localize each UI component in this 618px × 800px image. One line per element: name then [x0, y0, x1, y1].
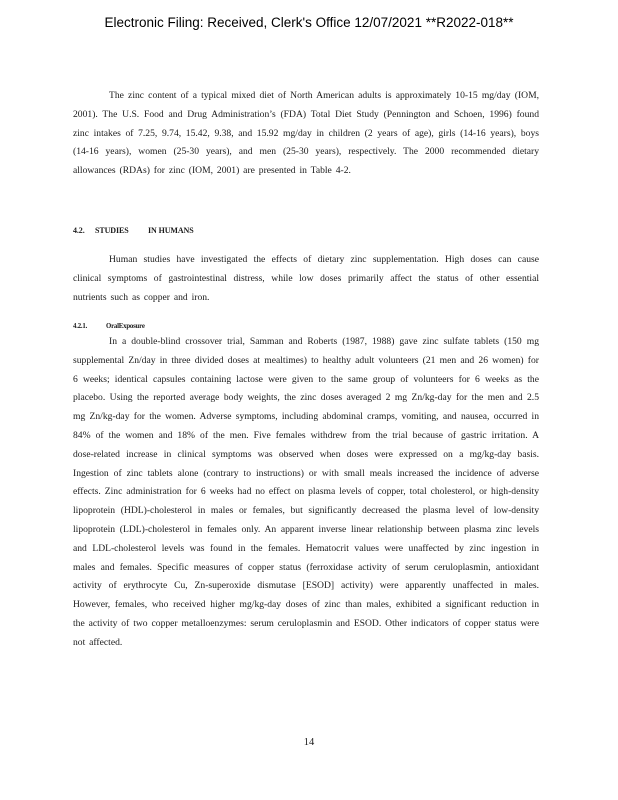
subsection-heading	[73, 323, 145, 330]
page-number: 14	[303, 737, 315, 748]
section-number: 4.2.	[73, 226, 85, 235]
paragraph-dietary-zinc: The zinc content of a typical mixed diet of North American adults is approximately 10-15 mg/day (IOM, 2001). The U.S. Food and Drug Administration’s (FDA) Total Diet Study (Pennington and Schoen, 1996) found zinc intakes of 7.25, 9.74, 15.42, 9.38, and 15.92 mg/day in children (2 years of age), girls (14-16 years), boys (14-16 years), women (25-30 years), and men (25-30 years), respectively. The 2000 recommended dietary allowances (RDAs) for zinc (IOM, 2001) are presented in Table 4-2.	[73, 90, 539, 177]
paragraph-oral-exposure: In a double-blind crossover trial, Samman and Roberts (1987, 1988) gave zinc sulfate tablets (150 mg supplemental Zn/day in three divided doses at mealtimes) to healthy adult volunteers (21 men and 26 women) for 6 weeks; identical capsules containing lactose were given to the same group of volunteers for 6 weeks as the placebo. Using the reported average body weights, the zinc doses averaged 2 mg Zn/kg-day for the men and 2.5 mg Zn/kg-day for the women. Adverse symptoms, including abdominal cramps, vomiting, and nausea, occurred in 84% of the women and 18% of the men. Five females withdrew from the trial because of gastric irritation. A dose-related increase in clinical symptoms was observed when doses were expressed on a mg/kg-day basis. Ingestion of zinc tablets alone (contrary to instructions) or with small meals increased the incidence of adverse effects. Zinc administration for 6 weeks had no effect on plasma levels of copper, total cholesterol, or high-density lipoprotein (HDL)-cholesterol in males or females, but significantly decreased the plasma level of low-density lipoprotein (LDL)-cholesterol in females only. An apparent inverse linear relationship between plasma zinc levels and LDL-cholesterol levels was found in the females. Hematocrit values were unaffected by zinc ingestion in males and females. Specific measures of copper status (ferroxidase activity of serum ceruloplasmin, antioxidant activity of erythrocyte Cu, Zn-superoxide dismutase [ESOD] activity) were apparently unaffected in males. However, females, who received higher mg/kg-day doses of zinc than males, exhibited a significant reduction in the activity of two copper metalloenzymes: serum ceruloplasmin and ESOD. Other indicators of copper status were not affected.	[73, 336, 539, 648]
filing-header: Electronic Filing: Received, Clerk's Office 12/07/2021 **R2022-018**	[104, 15, 514, 30]
subsection-number: 4.2.1.	[73, 323, 88, 330]
section-title-part2: IN HUMANS	[148, 226, 194, 235]
section-title-part1: STUDIES	[95, 226, 129, 235]
section-heading	[73, 226, 194, 235]
subsection-title: OralExposure	[106, 323, 145, 330]
paragraph-human-studies: Human studies have investigated the effects of dietary zinc supplementation. High doses can cause clinical symptoms of gastrointestinal distress, while low doses primarily affect the status of other essential nutrients such as copper and iron.	[73, 254, 539, 303]
